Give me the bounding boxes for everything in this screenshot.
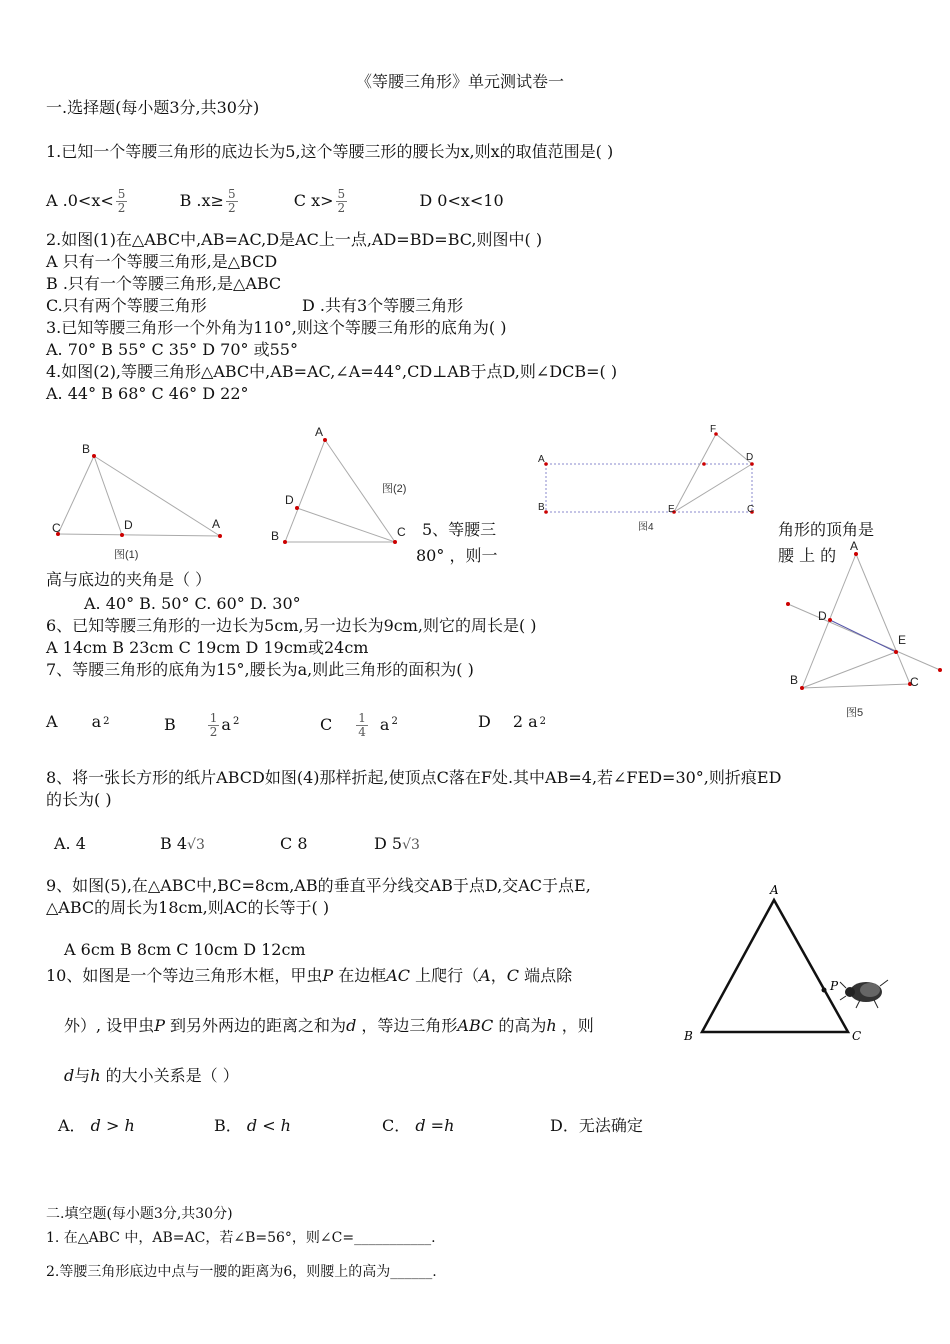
fig2-label-a: A — [315, 425, 324, 439]
q1-option-d: D 0<x<10 — [419, 191, 504, 210]
fig5-label-e: E — [898, 633, 907, 647]
fig6-label-p: P — [830, 979, 839, 993]
q4-options: A. 44° B 68° C 46° D 22° — [46, 384, 249, 403]
fill-question-1: 1. 在△ABC 中，AB=AC，若∠B=56°，则∠C=___________. — [46, 1230, 436, 1246]
q3-options: A. 70° B 55° C 35° D 70° 或55° — [46, 340, 298, 359]
q5-options: A. 40° B. 50° C. 60° D. 30° — [84, 594, 301, 613]
q7-option-d: D 2 a $^2$ — [478, 712, 547, 731]
q7-option-a: A a $^2$ — [46, 712, 110, 731]
q10-option-b: B． d < h — [214, 1116, 291, 1135]
q10-option-c: C． d =h — [382, 1116, 455, 1135]
section-heading-choice: 一.选择题(每小题3分,共30分) — [46, 98, 260, 117]
figure-1 — [40, 440, 240, 570]
q1-option-c: C x> — [293, 191, 334, 210]
q5-left-line2: 80° ，则一 — [416, 546, 498, 565]
fig4-label-e: E — [668, 504, 675, 515]
q8-stem-line2: 的长为( ) — [46, 790, 112, 809]
q10-line1: 10、如图是一个等边三角形木框，甲虫P 在边框AC 上爬行（A，C 端点除 — [46, 966, 573, 985]
q10-option-a: A． d > h — [58, 1116, 135, 1135]
q4-stem: 4.如图(2),等腰三角形△ABC中,AB=AC,∠A=44°,CD⊥AB于点D,则∠DCB=( ) — [46, 362, 618, 381]
q1-option-a: A .0<x< — [46, 191, 114, 210]
fig6-label-a: A — [770, 883, 779, 897]
page-title: 《等腰三角形》单元测试卷一 — [356, 72, 565, 91]
q10-line3: d与h 的大小关系是（ ） — [64, 1066, 239, 1085]
figure-2 — [265, 420, 435, 550]
fig2-label-c: C — [397, 525, 406, 539]
q8-option-b: B 4√3 — [160, 834, 205, 853]
q6-stem: 6、已知等腰三角形的一边长为5cm,另一边长为9cm,则它的周长是( ) — [46, 616, 537, 635]
figure-4 — [530, 420, 770, 540]
fig2-label-b: B — [271, 529, 280, 543]
fig4-label-d: D — [746, 452, 754, 463]
q7-option-b: B $\frac{1}{2}$ a $^2$ — [164, 711, 240, 739]
q2-stem: 2.如图(1)在△ABC中,AB=AC,D是AC上一点,AD=BD=BC,则图中( ) — [46, 230, 543, 249]
figure-5 — [780, 540, 948, 720]
q9-stem-line2: △ABC的周长为18cm,则AC的长等于( ) — [46, 898, 330, 917]
fig5-label-c: C — [910, 675, 919, 689]
q5-left-line1: 5、等腰三 — [422, 520, 497, 539]
fig2-label-d: D — [285, 493, 294, 507]
fig1-label-b: B — [82, 442, 91, 456]
q1-fraction-c: $\frac{5}{2}$ — [337, 187, 346, 215]
fig1-label-a: A — [212, 517, 221, 531]
q1-fraction-a: $\frac{5}{2}$ — [117, 187, 126, 215]
fig5-label-d: D — [818, 609, 827, 623]
q7-option-c: C $\frac{1}{4}$ a $^2$ — [320, 711, 398, 739]
fig5-caption: 图5 — [846, 707, 864, 719]
q7-stem: 7、等腰三角形的底角为15°,腰长为a,则此三角形的面积为( ) — [46, 660, 474, 679]
fig4-label-a: A — [538, 454, 545, 465]
q1-option-b: B .x≥ — [179, 191, 224, 210]
q5-right-line2: 腰 上 的 — [778, 546, 837, 565]
q7-fraction-b: $\frac{1}{2}$ — [209, 711, 218, 739]
q9-stem-line1: 9、如图(5),在△ABC中,BC=8cm,AB的垂直平分线交AB于点D,交AC于点E, — [46, 876, 591, 895]
q8-option-c: C 8 — [280, 834, 308, 853]
q7-fraction-c: $\frac{1}{4}$ — [358, 711, 366, 739]
fig1-caption: 图(1) — [114, 549, 139, 561]
figure-6 — [680, 880, 900, 1050]
q5-right-line1: 角形的顶角是 — [778, 520, 875, 539]
beetle-icon — [840, 980, 888, 1008]
fig6-label-b: B — [684, 1029, 693, 1043]
q2-option-b: B .只有一个等腰三角形,是△ABC — [46, 274, 282, 293]
q1-options — [46, 188, 504, 215]
q9-options: A 6cm B 8cm C 10cm D 12cm — [64, 940, 306, 959]
fig2-caption: 图(2) — [382, 483, 407, 495]
fig5-label-a: A — [850, 539, 859, 553]
q5-stem: 高与底边的夹角是（ ） — [46, 570, 212, 589]
q1-fraction-b: $\frac{5}{2}$ — [227, 187, 236, 215]
fig4-label-c: C — [747, 504, 755, 515]
fig1-label-d: D — [124, 518, 133, 532]
q8-option-d: D 5√3 — [374, 834, 420, 853]
fig4-caption: 图4 — [638, 522, 654, 533]
fill-question-2: 2.等腰三角形底边中点与一腰的距离为6，则腰上的高为______. — [46, 1264, 437, 1280]
q8-option-a: A. 4 — [54, 834, 86, 853]
section-heading-fill: 二.填空题(每小题3分,共30分) — [46, 1206, 233, 1222]
q2-option-d: D .共有3个等腰三角形 — [302, 296, 464, 315]
fig1-label-c: C — [52, 521, 61, 535]
q3-stem: 3.已知等腰三角形一个外角为110°,则这个等腰三角形的底角为( ) — [46, 318, 507, 337]
q2-option-c: C.只有两个等腰三角形 — [46, 296, 207, 315]
fig5-label-b: B — [790, 673, 799, 687]
q6-options: A 14cm B 23cm C 19cm D 19cm或24cm — [46, 638, 369, 657]
fig6-label-c: C — [852, 1029, 862, 1043]
q2-option-a: A 只有一个等腰三角形,是△BCD — [46, 252, 278, 271]
q1-stem: 1.已知一个等腰三角形的底边长为5,这个等腰三形的腰长为x,则x的取值范围是( ) — [46, 142, 614, 161]
q8-stem-line1: 8、将一张长方形的纸片ABCD如图(4)那样折起,使顶点C落在F处.其中AB=4,若∠FED=30°,则折痕ED — [46, 768, 782, 787]
fig4-label-f: F — [710, 424, 717, 435]
q10-option-d: D．无法确定 — [550, 1116, 643, 1135]
q10-line2: 外）, 设甲虫P 到另外两边的距离之和为d ，等边三角形ABC 的高为h ，则 — [64, 1016, 594, 1035]
fig4-label-b: B — [538, 502, 545, 513]
